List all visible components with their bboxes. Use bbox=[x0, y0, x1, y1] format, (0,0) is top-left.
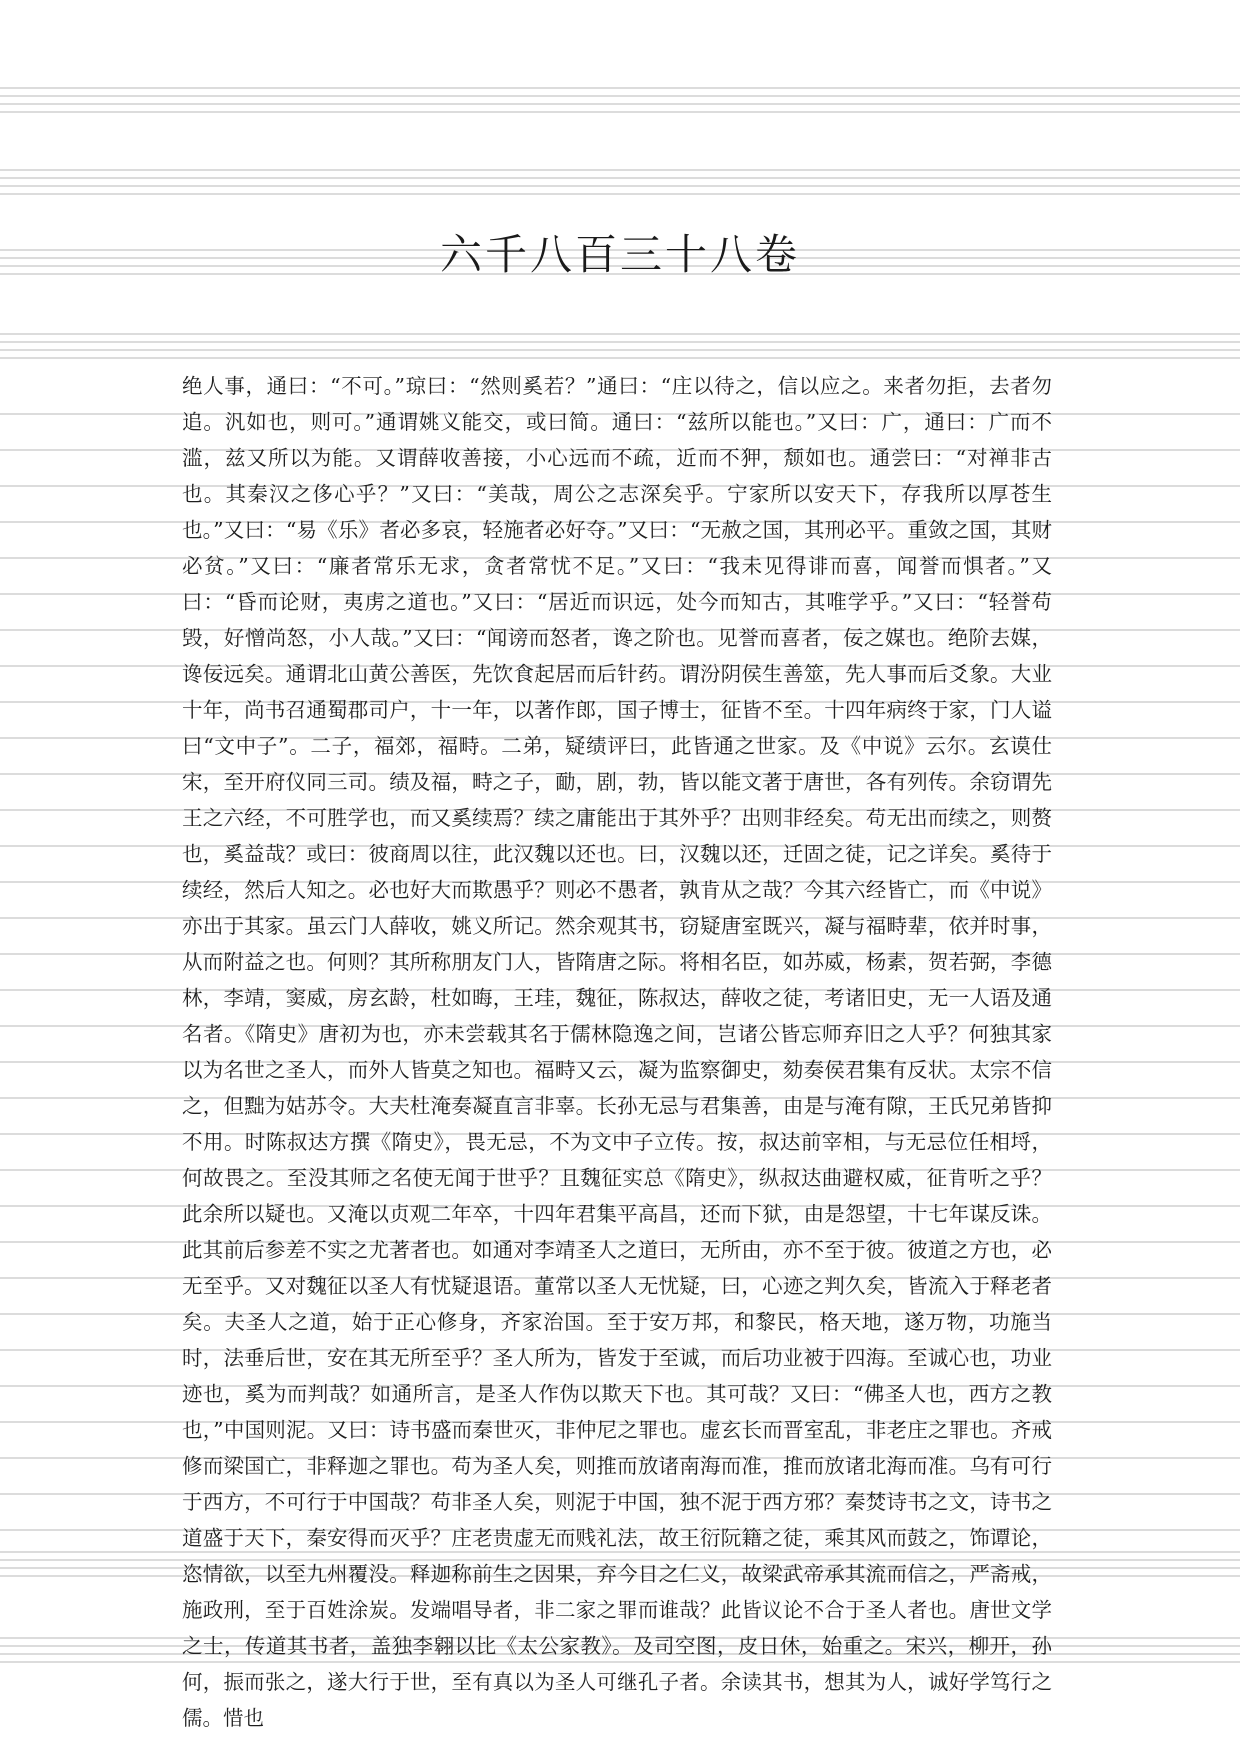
body-text-block bbox=[182, 368, 1052, 1736]
page-title: 六千八百三十八卷 bbox=[439, 230, 800, 279]
body-paragraph: 绝人事，通曰：“不可。”琼曰：“然则奚若？”通曰：“庄以待之，信以应之。来者勿拒，去者勿追。汎如也，则可。”通谓姚义能交，或曰简。通曰：“兹所以能也。”又曰：广，通曰：广而不滥，兹又所以为能。又谓薛收善接，小心远而不疏，近而不狎，颓如也。通尝曰：“对禅非古也。其秦汉之侈心乎？”又曰：“美哉，周公之志深矣乎。宁家所以安天下，存我所以厚苍生也。”又曰：“易《乐》者必多哀，轻施者必好夺。”又曰：“无赦之国，其刑必平。重敛之国，其财必贫。”又曰：“廉者常乐无求，贪者常忧不足。”又曰：“我未见得诽而喜，闻誉而惧者。”又曰：“昏而论财，夷虏之道也。”又曰：“居近而识远，处今而知古，其唯学乎。”又曰：“轻誉苟毁，好憎尚怒，小人哉。”又曰：“闻谤而怒者，谗之阶也。见誉而喜者，佞之媒也。绝阶去媒，谗佞远矣。通谓北山黄公善医，先饮食起居而后针药。谓汾阴侯生善筮，先人事而后爻象。大业十年，尚书召通蜀郡司户，十一年，以著作郎，国子博士，征皆不至。十四年病终于家，门人谥曰“文中子”。二子，福郊，福畤。二弟，疑绩评曰，此皆通之世家。及《中说》云尔。玄谟仕宋，至开府仪同三司。绩及福，畤之子，勔，剧，勃，皆以能文著于唐世，各有列传。余窃谓先王之六经，不可胜学也，而又奚续焉？续之庸能出于其外乎？出则非经矣。苟无出而续之，则赘也，奚益哉？或曰：彼商周以往，此汉魏以还也。曰，汉魏以还，迁固之徒，记之详矣。奚待于续经，然后人知之。必也好大而欺愚乎？则必不愚者，孰肯从之哉？今其六经皆亡，而《中说》亦出于其家。虽云门人薛收，姚义所记。然余观其书，窃疑唐室既兴，凝与福畤辈，依并时事，从而附益之也。何则？其所称朋友门人，皆隋唐之际。将相名臣，如苏威，杨素，贺若弼，李德林，李靖，窦威，房玄龄，杜如晦，王珪，魏征，陈叔达，薛收之徒，考诸旧史，无一人语及通名者。《隋史》唐初为也，亦未尝载其名于儒林隐逸之间，岂诸公皆忘师弃旧之人乎？何独其家以为名世之圣人，而外人皆莫之知也。福畤又云，凝为监察御史，劾奏侯君集有反状。太宗不信之，但黜为姑苏令。大夫杜淹奏凝直言非辜。长孙无忌与君集善，由是与淹有隙，王氏兄弟皆抑不用。时陈叔达方撰《隋史》，畏无忌，不为文中子立传。按，叔达前宰相，与无忌位任相埒，何故畏之。至没其师之名使无闻于世乎？且魏征实总《隋史》，纵叔达曲避权威，征肯听之乎？此余所以疑也。又淹以贞观二年卒，十四年君集平高昌，还而下狱，由是怨望，十七年谋反诛。此其前后参差不实之尤著者也。如通对李靖圣人之道曰，无所由，亦不至于彼。彼道之方也，必无至乎。又对魏征以圣人有忧疑退语。董常以圣人无忧疑，曰，心迹之判久矣，皆流入于释老者矣。夫圣人之道，始于正心修身，齐家治国。至于安万邦，和黎民，格天地，遂万物，功施当时，法垂后世，安在其无所至乎？圣人所为，皆发于至诚，而后功业被于四海。至诚心也，功业迹也，奚为而判哉？如通所言，是圣人作伪以欺天下也。其可哉？又曰：“佛圣人也，西方之教也，”中国则泥。又曰：诗书盛而秦世灭，非仲尼之罪也。虚玄长而晋室乱，非老庄之罪也。齐戒修而梁国亡，非释迦之罪也。苟为圣人矣，则推而放诸南海而准，推而放诸北海而准。乌有可行于西方，不可行于中国哉？苟非圣人矣，则泥于中国，独不泥于西方邪？秦焚诗书之文，诗书之道盛于天下，秦安得而灭乎？庄老贵虚无而贱礼法，故王衍阮籍之徒，乘其风而鼓之，饰谭论，恣情欲，以至九州覆没。释迦称前生之因果，弃今日之仁义，故梁武帝承其流而信之，严斋戒，施政刑，至于百姓涂炭。发端唱导者，非二家之罪而谁哉？此皆议论不合于圣人者也。唐世文学之士，传道其书者，盖独李翱以比《太公家教》。及司空图，皮日休，始重之。宋兴，柳开，孙何，振而张之，遂大行于世，至有真以为圣人可继孔子者。余读其书，想其为人，诚好学笃行之儒。惜也 bbox=[182, 374, 1052, 1730]
